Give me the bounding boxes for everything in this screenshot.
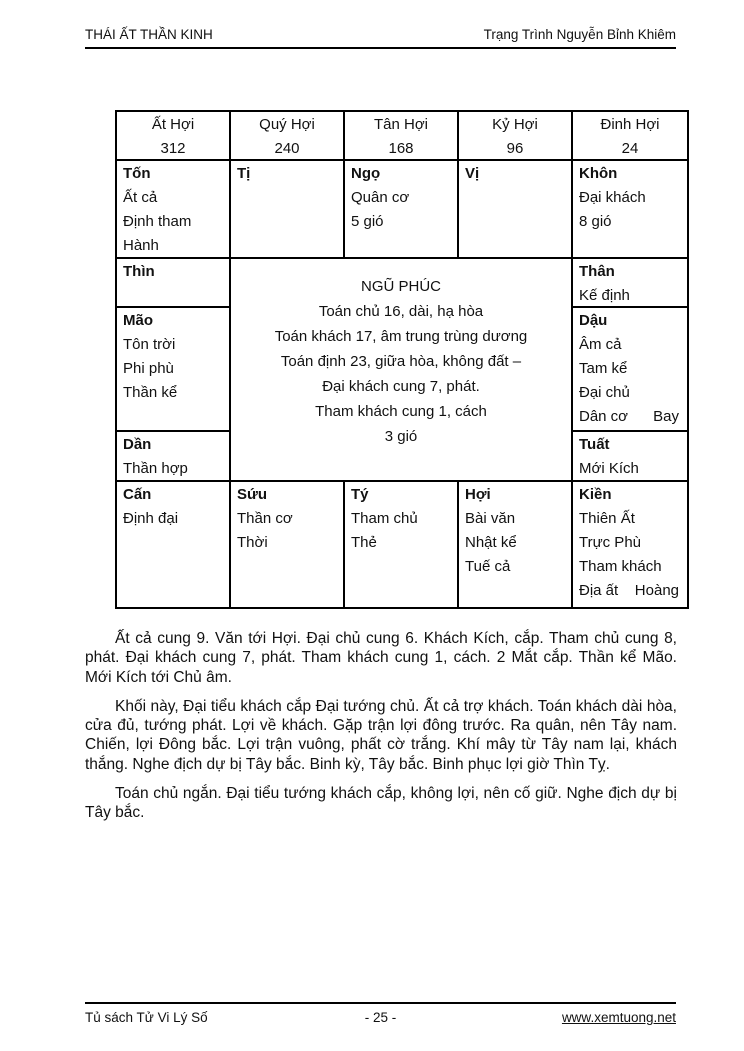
year-label: Quý Hợi	[259, 116, 315, 133]
year-label: Đinh Hợi	[600, 116, 660, 133]
footer-series-title: Tủ sách Tử Vi Lý Số	[85, 1010, 208, 1025]
year-label: Kỷ Hợi	[492, 116, 538, 133]
paragraph-3: Toán chủ ngắn. Đại tiểu tướng khách cắp, không lợi, nên cố giữ. Nghe địch dự bị Tây bắc.	[85, 785, 677, 822]
cell-line: 8 gió	[579, 213, 612, 230]
cell-ti	[231, 161, 345, 259]
cell-title: Thìn	[123, 263, 155, 280]
cell-tuat	[573, 432, 687, 482]
cell-title: Thân	[579, 263, 615, 280]
year-value: 168	[388, 140, 414, 157]
cell-line: Trực Phù	[579, 534, 641, 551]
cell-line: Thẻ	[351, 534, 377, 551]
cell-line-right: Hoàng	[634, 582, 679, 599]
book-title: THÁI ẤT THẦN KINH	[85, 27, 213, 42]
cell-line: Kế định	[579, 287, 630, 304]
cell-can	[117, 482, 231, 607]
cell-vi	[459, 161, 573, 259]
cell-title: Dần	[123, 436, 152, 453]
cell-title: Tý	[351, 486, 369, 503]
cell-mao	[117, 308, 231, 432]
year-value: 312	[160, 140, 186, 157]
cell-line: Tam kể	[579, 360, 628, 377]
cell-line: Tham khách	[579, 558, 662, 575]
cell-line: Âm cả	[579, 336, 622, 353]
center-title: NGŨ PHÚC	[360, 278, 441, 295]
cell-title: Tị	[237, 165, 251, 182]
cell-line: Thời	[237, 534, 268, 551]
cell-ty	[345, 482, 459, 607]
cell-khon	[573, 161, 687, 259]
cell-line: Đại khách	[579, 189, 646, 206]
cell-title: Hợi	[465, 486, 491, 503]
year-cell-tan-hoi	[345, 112, 459, 161]
cell-line: Mới Kích	[579, 460, 639, 477]
cell-line: Phi phù	[123, 360, 174, 377]
cell-ton	[117, 161, 231, 259]
cell-title: Tuất	[579, 436, 610, 453]
center-line: Tham khách cung 1, cách	[315, 403, 487, 420]
year-cell-at-hoi	[117, 112, 231, 161]
cell-line: Tuế cả	[465, 558, 511, 575]
cell-dan	[117, 432, 231, 482]
page-footer	[85, 1002, 676, 1025]
center-line: Toán định 23, giữa hòa, không đất –	[280, 353, 522, 370]
page-number: - 25 -	[364, 1010, 397, 1025]
cell-line: Thiên Ất	[579, 510, 635, 527]
year-label: Tân Hợi	[373, 116, 429, 133]
cell-title: Khôn	[579, 165, 618, 182]
cell-title: Sứu	[237, 486, 268, 503]
cell-line-left: Địa ất	[579, 582, 619, 599]
cell-kien	[573, 482, 687, 607]
cell-dau	[573, 308, 687, 432]
cell-line: Tôn trời	[123, 336, 176, 353]
cell-hoi	[459, 482, 573, 607]
year-value: 240	[274, 140, 300, 157]
cell-line: Bài văn	[465, 510, 516, 527]
cell-line: Định đại	[123, 510, 179, 527]
cell-title: Tốn	[123, 165, 151, 182]
year-cell-ky-hoi	[459, 112, 573, 161]
cell-line: Định tham	[123, 213, 192, 230]
body-text	[85, 629, 677, 833]
cell-title: Vị	[465, 165, 480, 182]
cell-line: Thần kể	[123, 384, 178, 401]
cell-line-left: Dân cơ	[579, 408, 629, 425]
center-line: Toán chủ 16, dài, hạ hòa	[318, 303, 484, 320]
cell-line: Ất cả	[123, 189, 158, 206]
paragraph-2: Khối này, Đại tiểu khách cắp Đại tướng chủ. Ất cả trợ khách. Toán khách dài hòa, cửa đủ, tướng phát. Lợi về khách. Gặp trận lợi đông trước. Ra quân, nên Tây nam. Chiến, lợi Đông bắc. Lợi trận vuông, phất cờ trắng. Khí mây từ Tây nam lại, khách thắng. Nghe địch dự bị Tây bắc. Binh kỳ, Tây bắc. Binh phục lợi giờ Thìn Tỵ.	[85, 697, 677, 773]
cell-than	[573, 259, 687, 308]
cell-title: Ngọ	[351, 165, 381, 182]
cell-title: Mão	[123, 312, 153, 329]
cell-line: Đại chủ	[579, 384, 630, 401]
author-name: Trạng Trình Nguyễn Bỉnh Khiêm	[483, 27, 676, 42]
year-value: 96	[506, 140, 524, 157]
page-header	[85, 27, 676, 49]
thai-at-chart-table	[115, 110, 689, 609]
cell-line: Thần hợp	[123, 460, 188, 477]
cell-thin	[117, 259, 231, 308]
cell-line: Quân cơ	[351, 189, 410, 206]
cell-ngo	[345, 161, 459, 259]
cell-line-split	[579, 579, 681, 603]
website-link[interactable]: www.xemtuong.net	[561, 1010, 676, 1025]
cell-line: Hành	[123, 237, 159, 254]
center-line: 3 gió	[384, 428, 418, 445]
cell-line: Tham chủ	[351, 510, 418, 527]
paragraph-1: Ất cả cung 9. Văn tới Hợi. Đại chủ cung 6. Khách Kích, cắp. Tham chủ cung 8, phát. Đại khách cung 7, phát. Tham khách cung 1, cách. 2 Mắt cắp. Thần kể Mão. Mới Kích tới Chủ âm.	[85, 630, 677, 686]
cell-title: Dậu	[579, 312, 608, 329]
cell-title: Kiền	[579, 486, 612, 503]
cell-suu	[231, 482, 345, 607]
year-cell-dinh-hoi	[573, 112, 687, 161]
cell-line: Nhật kể	[465, 534, 517, 551]
cell-line-split	[579, 405, 681, 429]
cell-line: Thần cơ	[237, 510, 293, 527]
year-value: 24	[621, 140, 639, 157]
year-cell-quy-hoi	[231, 112, 345, 161]
center-line: Đại khách cung 7, phát.	[322, 378, 480, 395]
center-line: Toán khách 17, âm trung trùng dương	[274, 328, 528, 345]
center-cell-ngu-phuc	[231, 259, 573, 482]
cell-title: Cấn	[123, 486, 152, 503]
cell-line-right: Bay	[653, 408, 679, 425]
year-label: Ất Hợi	[151, 116, 195, 133]
cell-line: 5 gió	[351, 213, 384, 230]
